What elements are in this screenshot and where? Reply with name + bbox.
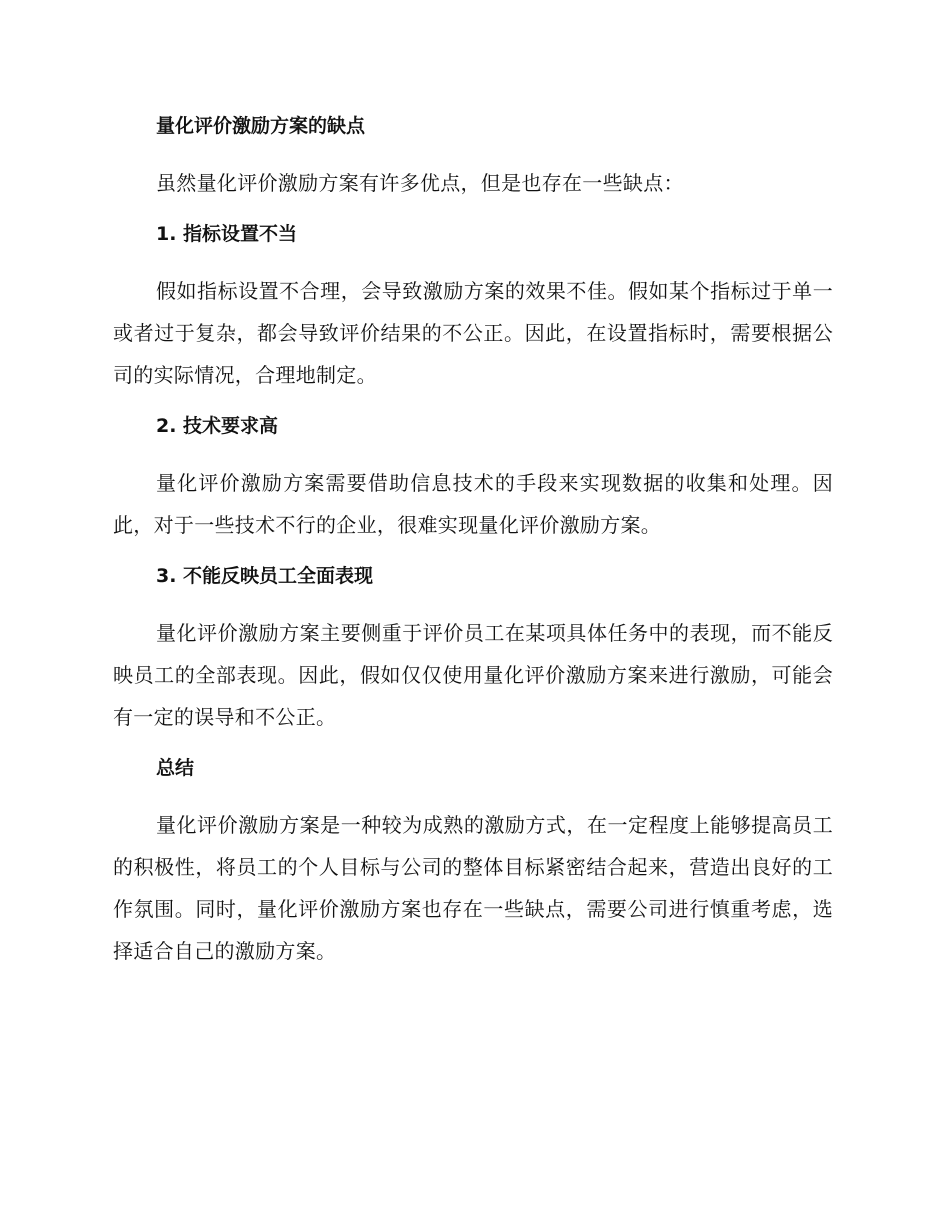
section-heading-tech-requirements: 2. 技术要求高 [156,415,279,437]
section-body-indicator-setting: 假如指标设置不合理，会导致激励方案的效果不佳。假如某个指标过于单一或者过于复杂，都会导致评价结果的不公正。因此，在设置指标时，需要根据公司的实际情况，合理地制定。 [113,279,833,387]
section-heading-summary: 总结 [156,757,195,779]
section-body-summary: 量化评价激励方案是一种较为成熟的激励方式，在一定程度上能够提高员工的积极性，将员工的个人目标与公司的整体目标紧密结合起来，营造出良好的工作氛围。同时，量化评价激励方案也存在一些缺点，需要公司进行慎重考虑，选择适合自己的激励方案。 [113,813,833,963]
document-page [113,108,833,972]
section-body-overall-performance: 量化评价激励方案主要侧重于评价员工在某项具体任务中的表现，而不能反映员工的全部表现。因此，假如仅仅使用量化评价激励方案来进行激励，可能会有一定的误导和不公正。 [113,621,833,729]
section-heading-indicator-setting: 1. 指标设置不当 [156,223,298,245]
section-body-tech-requirements: 量化评价激励方案需要借助信息技术的手段来实现数据的收集和处理。因此，对于一些技术不行的企业，很难实现量化评价激励方案。 [113,471,833,537]
section-heading-overall-performance: 3. 不能反映员工全面表现 [156,565,374,587]
intro-paragraph: 虽然量化评价激励方案有许多优点，但是也存在一些缺点： [156,171,684,195]
document-title: 量化评价激励方案的缺点 [156,115,366,137]
